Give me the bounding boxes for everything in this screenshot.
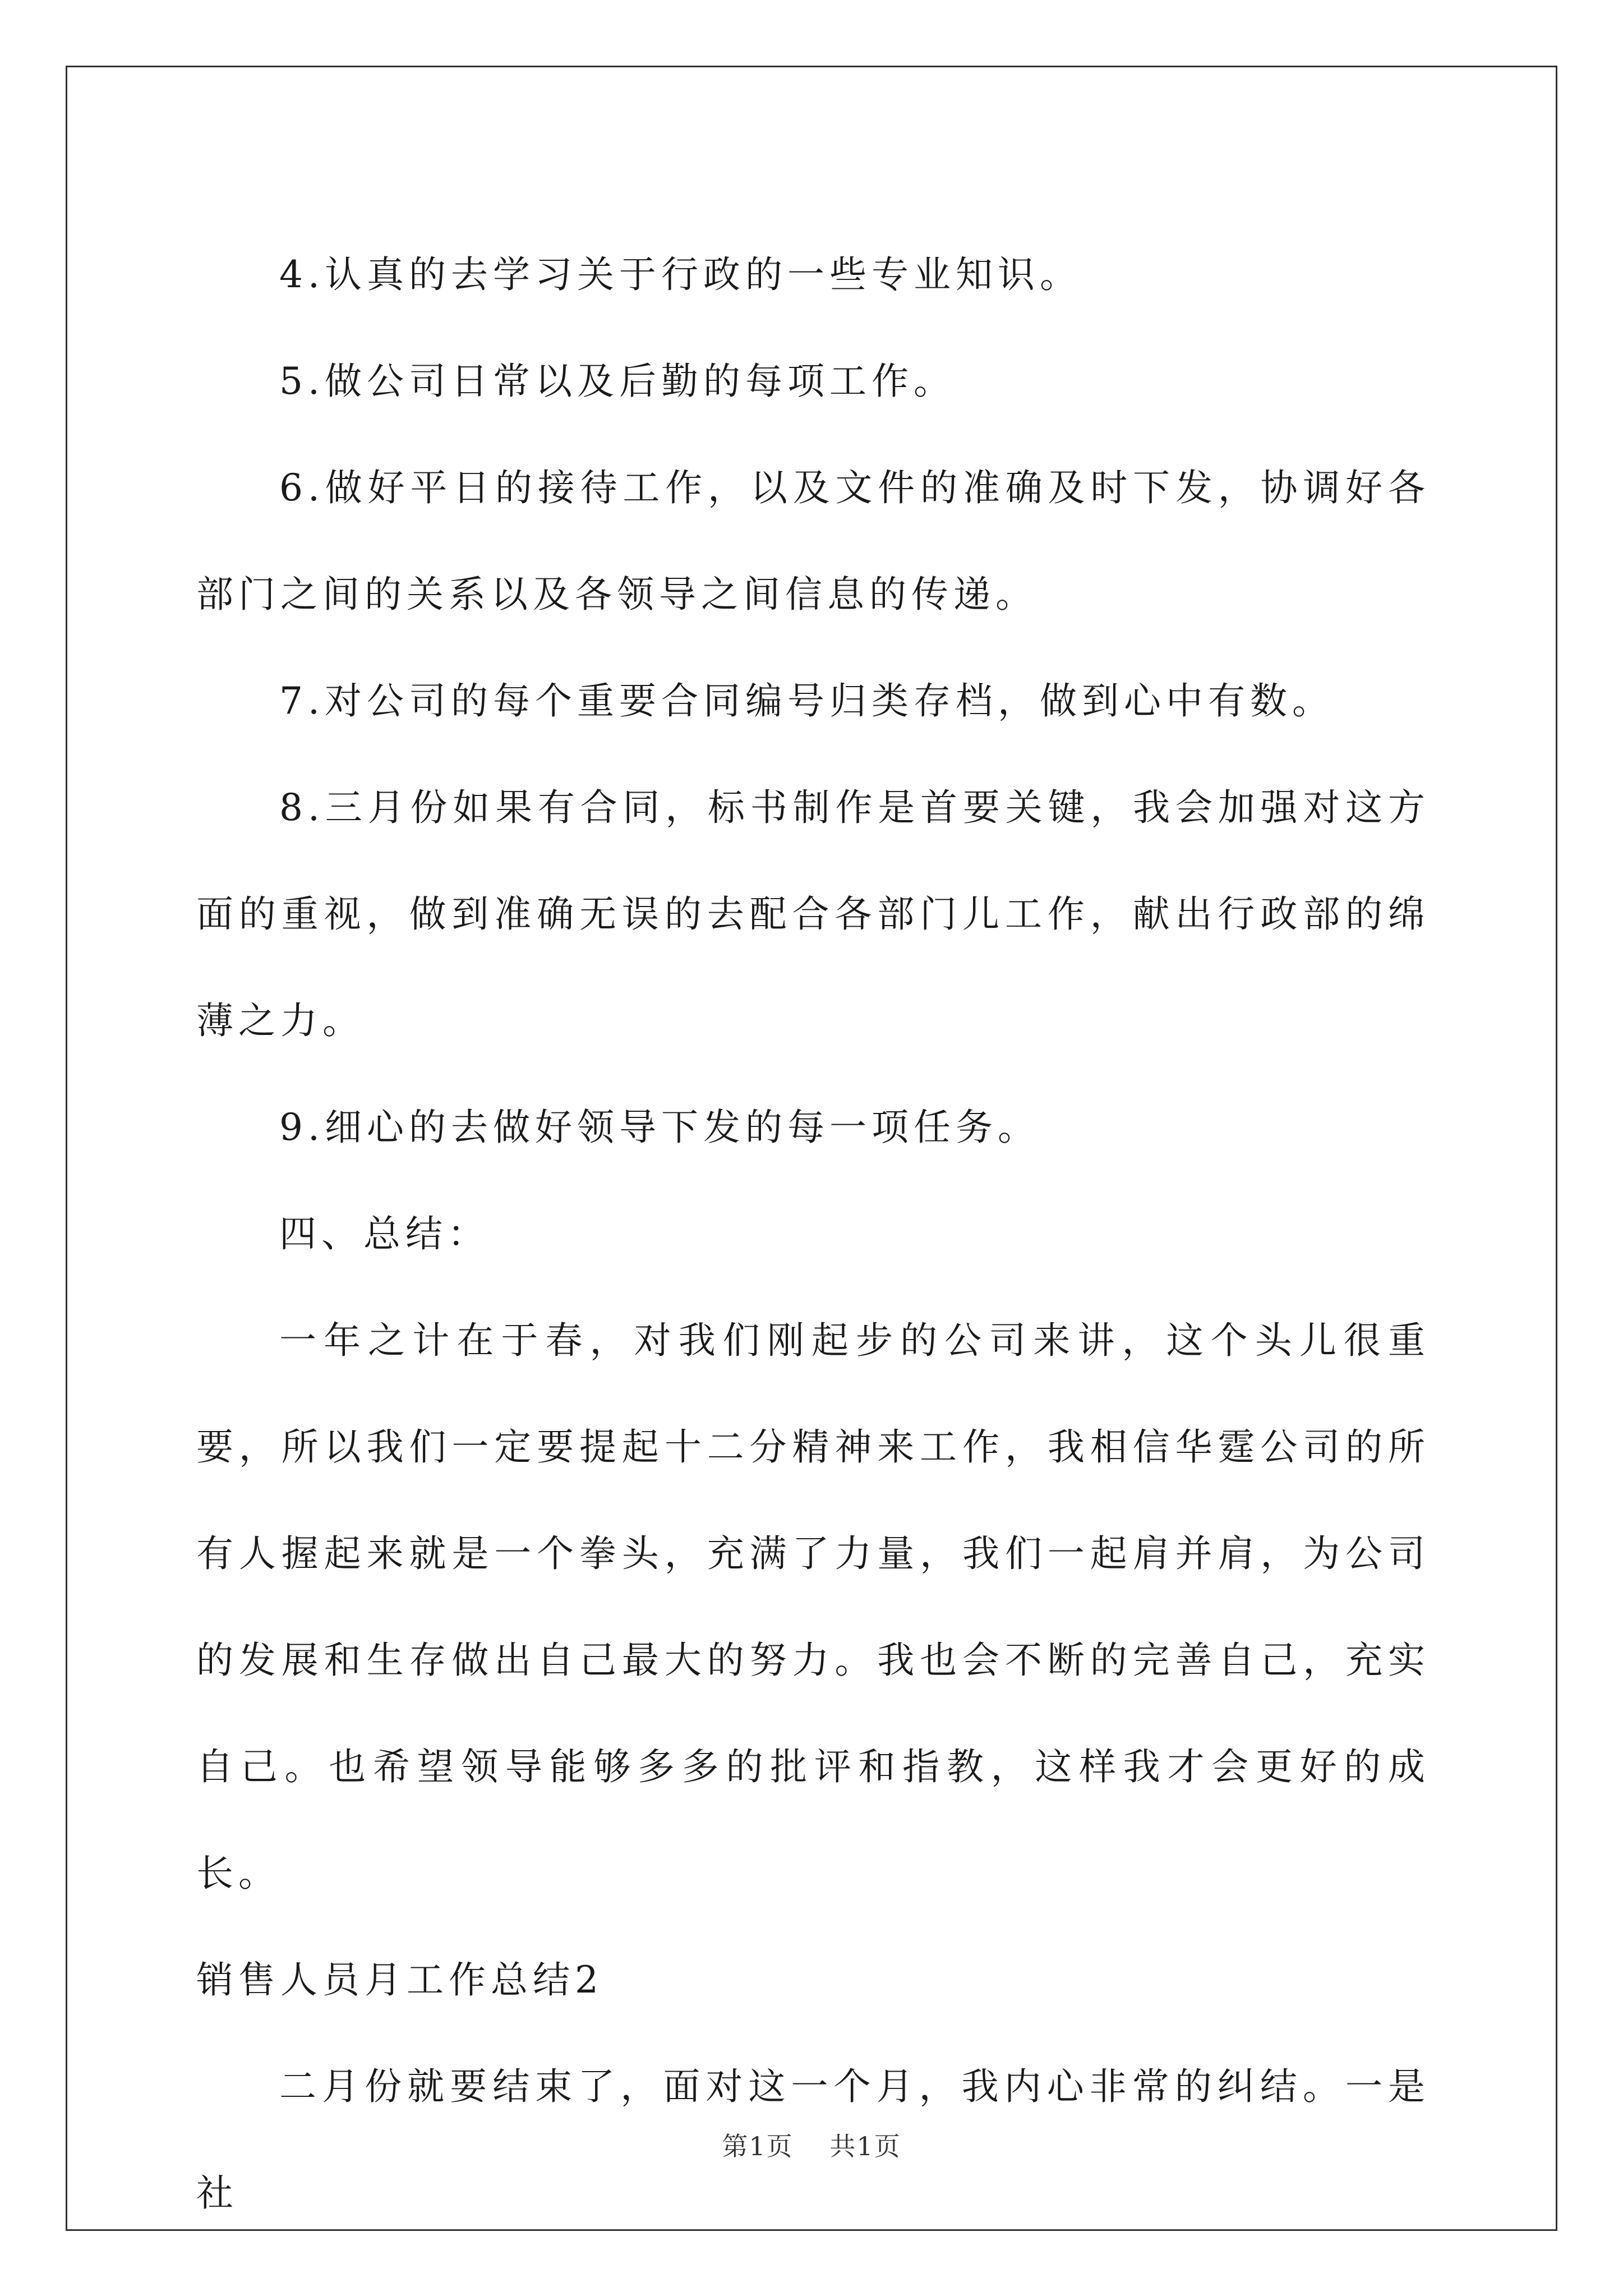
paragraph-item-4: 4.认真的去学习关于行政的一些专业知识。 xyxy=(279,253,1082,296)
section-title: 销售人员月工作总结2 xyxy=(196,1958,603,2001)
paragraph-item-6: 6.做好平日的接待工作，以及文件的准确及时下发，协调好各部门之间的关系以及各领导之间信息的传递。 xyxy=(196,466,1430,616)
page-footer xyxy=(0,2126,1623,2163)
summary-heading: 四、总结： xyxy=(279,1212,490,1255)
page-number-total: 共1页 xyxy=(829,2131,901,2161)
paragraph-item-9: 9.细心的去做好领导下发的每一项任务。 xyxy=(279,1106,1040,1149)
paragraph-item-5: 5.做公司日常以及后勤的每项工作。 xyxy=(279,360,956,403)
page-number-current: 第1页 xyxy=(722,2131,794,2161)
section-intro-paragraph: 二月份就要结束了，面对这一个月，我内心非常的纠结。一是社 xyxy=(196,2065,1430,2215)
summary-paragraph: 一年之计在于春，对我们刚起步的公司来讲，这个头儿很重要，所以我们一定要提起十二分精神来工作，我相信华霆公司的所有人握起来就是一个拳头，充满了力量，我们一起肩并肩，为公司的发展和生存做出自己最大的努力。我也会不断的完善自己，充实自己。也希望领导能够多多的批评和指教，这样我才会更好的成长。 xyxy=(196,1319,1430,1895)
paragraph-item-7: 7.对公司的每个重要合同编号归类存档，做到心中有数。 xyxy=(279,679,1334,723)
document-body xyxy=(196,222,1430,2247)
paragraph-item-8: 8.三月份如果有合同，标书制作是首要关键，我会加强对这方面的重视，做到准确无误的去配合各部门儿工作，献出行政部的绵薄之力。 xyxy=(196,786,1430,1042)
